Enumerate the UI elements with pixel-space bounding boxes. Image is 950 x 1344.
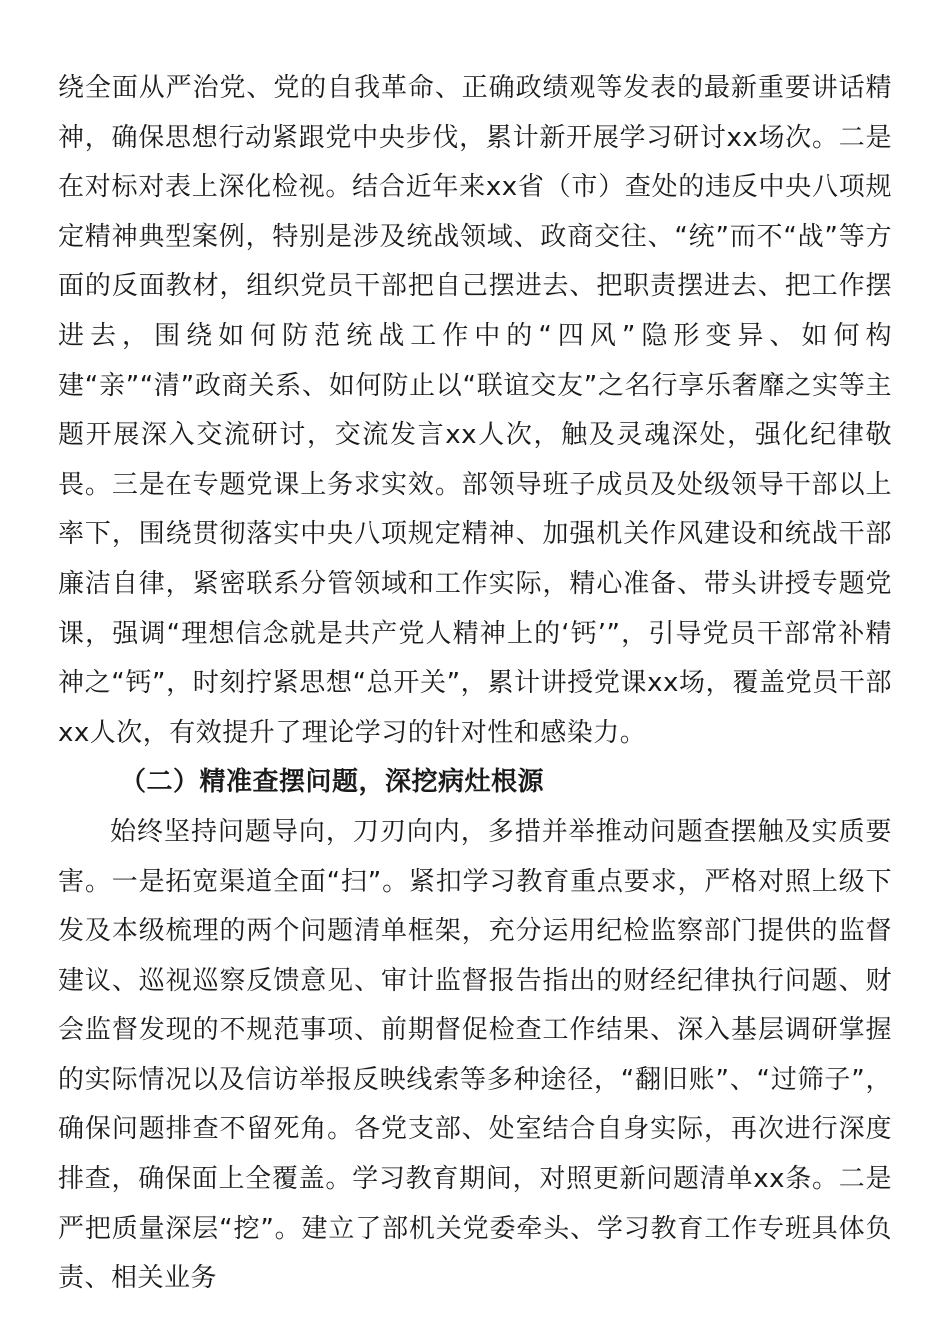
body-paragraph: 始终坚持问题导向，刀刃向内，多措并举推动问题查摆触及实质要害。一是拓宽渠道全面“扫”。紧扣学习教育重点要求，严格对照上级下发及本级梳理的两个问题清单框架，充分运用纪检监察部门提供的监督建议、巡视巡察反馈意见、审计监督报告指出的财经纪律执行问题、财会监督发现的不规范事项、前期督促检查工作结果、深入基层调研掌握的实际情况以及信访举报反映线索等多种途径，“翻旧账”、“过筛子”，确保问题排查不留死角。各党支部、处室结合自身实际，再次进行深度排查，确保面上全覆盖。学习教育期间，对照更新问题清单xx条。二是严把质量深层“挖”。建立了部机关党委牵头、学习教育工作专班具体负责、相关业务 xyxy=(58,816,892,1294)
document-page xyxy=(58,64,892,1304)
section-heading: （二）精准查摆问题，深挖病灶根源 xyxy=(120,767,545,798)
body-paragraph: 绕全面从严治党、党的自我革命、正确政绩观等发表的最新重要讲话精神，确保思想行动紧跟党中央步伐，累计新开展学习研讨xx场次。二是在对标对表上深化检视。结合近年来xx省（市）查处的违反中央八项规定精神典型案例，特别是涉及统战领域、政商交往、“统”而不“战”等方面的反面教材，组织党员干部把自己摆进去、把职责摆进去、把工作摆进去，围绕如何防范统战工作中的“四风”隐形变异、如何构建“亲”“清”政商关系、如何防止以“联谊交友”之名行享乐奢靡之实等主题开展深入交流研讨，交流发言xx人次，触及灵魂深处，强化纪律敬畏。三是在专题党课上务求实效。部领导班子成员及处级领导干部以上率下，围绕贯彻落实中央八项规定精神、加强机关作风建设和统战干部廉洁自律，紧密联系分管领域和工作实际，精心准备、带头讲授专题党课，强调“理想信念就是共产党人精神上的‘钙’”，引导党员干部常补精神之“钙”，时刻拧紧思想“总开关”，累计讲授党课xx场，覆盖党员干部xx人次，有效提升了理论学习的针对性和感染力。 xyxy=(58,73,892,748)
